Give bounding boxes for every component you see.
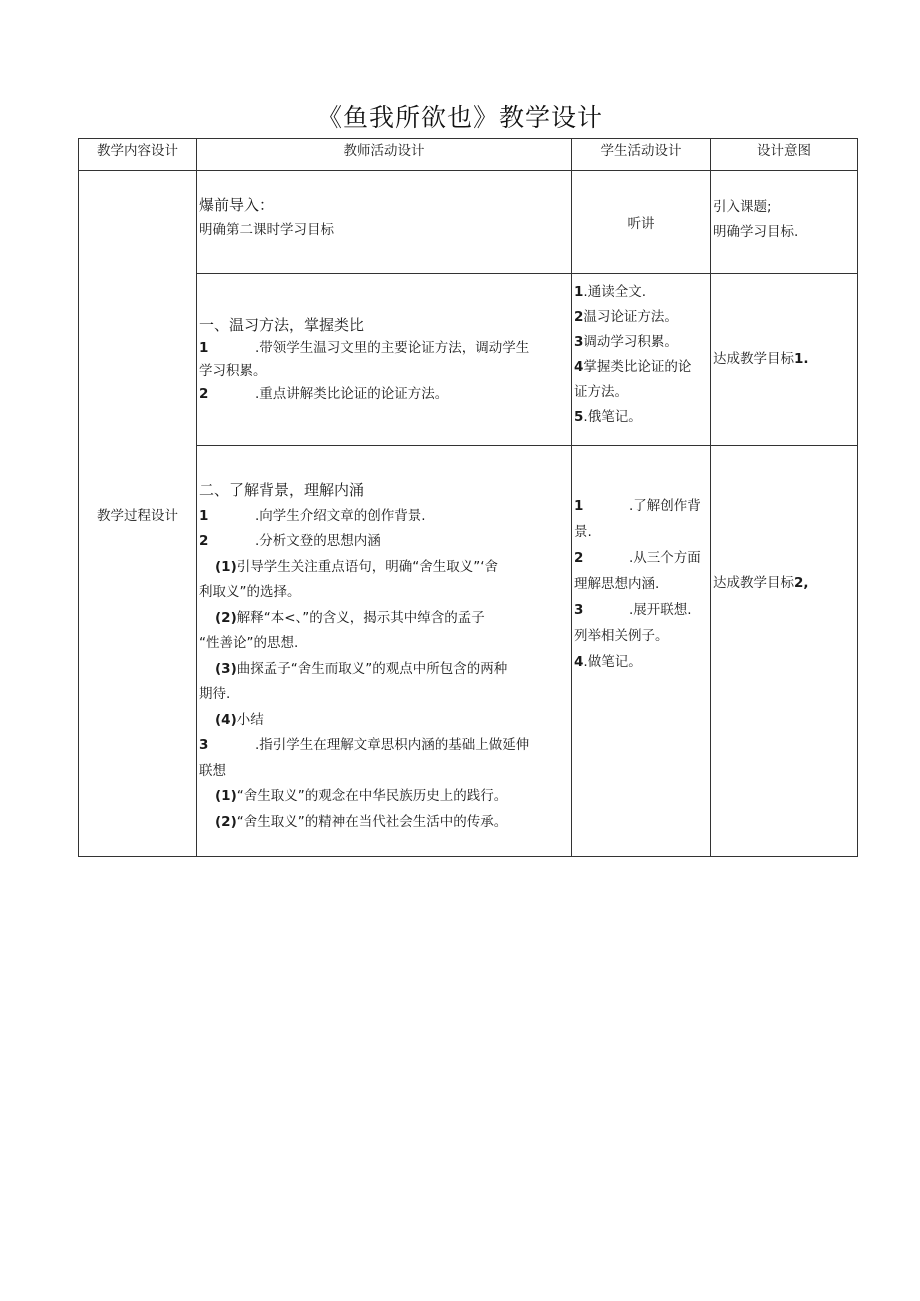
student-step-num: 4: [574, 359, 584, 375]
lesson-plan-table: [78, 138, 858, 857]
sub-text: “舍生取义”的精神在当代社会生活中的传承。: [236, 813, 508, 830]
sub-number: (4): [215, 711, 237, 728]
student-step-num: 3: [574, 602, 584, 618]
student-step-text: .通读全文.: [583, 284, 646, 300]
intro-heading: 爆前导入：: [199, 196, 275, 214]
header-student: 学生活动设计: [572, 139, 711, 171]
student-step-text: 掌握类比论证的论: [583, 359, 692, 375]
sub-number: (1): [215, 558, 237, 575]
item-text: .重点讲解类比论证的论证方法。: [255, 386, 449, 402]
teacher-cell-method: [197, 274, 572, 446]
student-step-num: 2: [574, 309, 584, 325]
student-step-cont: 理解思想内涵.: [574, 576, 660, 592]
student-cell-background: [572, 446, 711, 857]
intent-text: 达成教学目标: [713, 575, 794, 591]
sub-text-cont: 利取义”的选择。: [199, 584, 301, 600]
sub-number: (3): [215, 660, 237, 677]
student-step-text: .展开联想.: [629, 602, 692, 618]
sub-text-cont: 期待.: [199, 686, 231, 702]
student-step-text: .了解创作背: [629, 498, 701, 514]
intent-cell-method: [711, 274, 858, 446]
item-text: .带领学生温习文里的主要论证方法，调动学生: [255, 340, 530, 356]
student-step-num: 5: [574, 409, 584, 425]
teacher-cell-background: [197, 446, 572, 857]
student-step-num: 2: [574, 550, 584, 566]
method-heading: 一、温习方法，掌握类比: [199, 316, 365, 334]
intent-line: 明确学习目标.: [713, 224, 799, 240]
student-step-num: 1: [574, 498, 584, 514]
item-text: .分析文登的思想内涵: [255, 533, 381, 549]
student-step-text: .做笔记。: [583, 654, 642, 670]
item-number: 1: [199, 340, 209, 356]
student-cell-method: [572, 274, 711, 446]
student-step-cont: 列举相关例子。: [574, 628, 669, 644]
intent-cell-background: [711, 446, 858, 857]
item-text-cont: 联想: [199, 762, 226, 779]
table-row-intro: [79, 171, 858, 274]
item-text: .指引学生在理解文章思枳内涵的基础上做延伸: [255, 737, 530, 753]
student-step-num: 1: [574, 284, 584, 300]
student-step-text: .从三个方面: [629, 550, 701, 566]
item-number: 3: [199, 737, 209, 753]
student-step-text: .俄笔记。: [583, 409, 642, 425]
intent-goal-number: 2,: [794, 575, 809, 591]
header-content: 教学内容设计: [79, 139, 197, 171]
intent-text: 达成教学目标: [713, 351, 794, 367]
item-number: 2: [199, 533, 209, 549]
sub-text-cont: “性善论”的思想.: [199, 635, 299, 651]
process-label: 教学过程设计: [79, 171, 197, 857]
header-intent: 设计意图: [711, 139, 858, 171]
student-cell-intro: 听讲: [572, 171, 711, 274]
intro-text: 明确第二课时学习目标: [199, 222, 334, 238]
sub-text: “舍生取义”的观念在中华民族历史上的践行。: [236, 788, 508, 804]
sub-text: 引导学生关注重点语句，明确“舍生取义”‘舍: [236, 558, 499, 575]
item-number: 2: [199, 386, 209, 402]
header-teacher: 教师活动设计: [197, 139, 572, 171]
page-title: 《鱼我所欲也》教学设计: [316, 103, 603, 132]
table-header-row: [79, 139, 858, 171]
student-step-num: 4: [574, 654, 584, 670]
student-step-text: 调动学习积累。: [583, 334, 678, 350]
intent-cell-intro: [711, 171, 858, 274]
sub-number: (2): [215, 813, 237, 830]
student-step-text: 温习论证方法。: [583, 309, 678, 325]
sub-text: 解释“本<、”的含义，揭示其中绰含的孟子: [236, 609, 485, 626]
item-number: 1: [199, 507, 209, 524]
sub-text: 小结: [236, 711, 264, 728]
sub-text: 曲探孟子“舍生而取义”的观点中所包含的两种: [236, 660, 508, 677]
student-step-cont: 景.: [574, 524, 592, 540]
item-text-cont: 学习积累。: [199, 363, 267, 379]
intent-line: 引入课题;: [713, 199, 772, 215]
background-heading: 二、了解背景，理解内涌: [199, 481, 365, 499]
teacher-cell-intro: [197, 171, 572, 274]
student-step-cont: 证方法。: [574, 384, 628, 400]
item-text: .向学生介绍文章的创作背景.: [255, 507, 426, 524]
student-step-num: 3: [574, 334, 584, 350]
intent-goal-number: 1.: [794, 351, 809, 367]
sub-number: (1): [215, 788, 237, 804]
sub-number: (2): [215, 609, 237, 626]
